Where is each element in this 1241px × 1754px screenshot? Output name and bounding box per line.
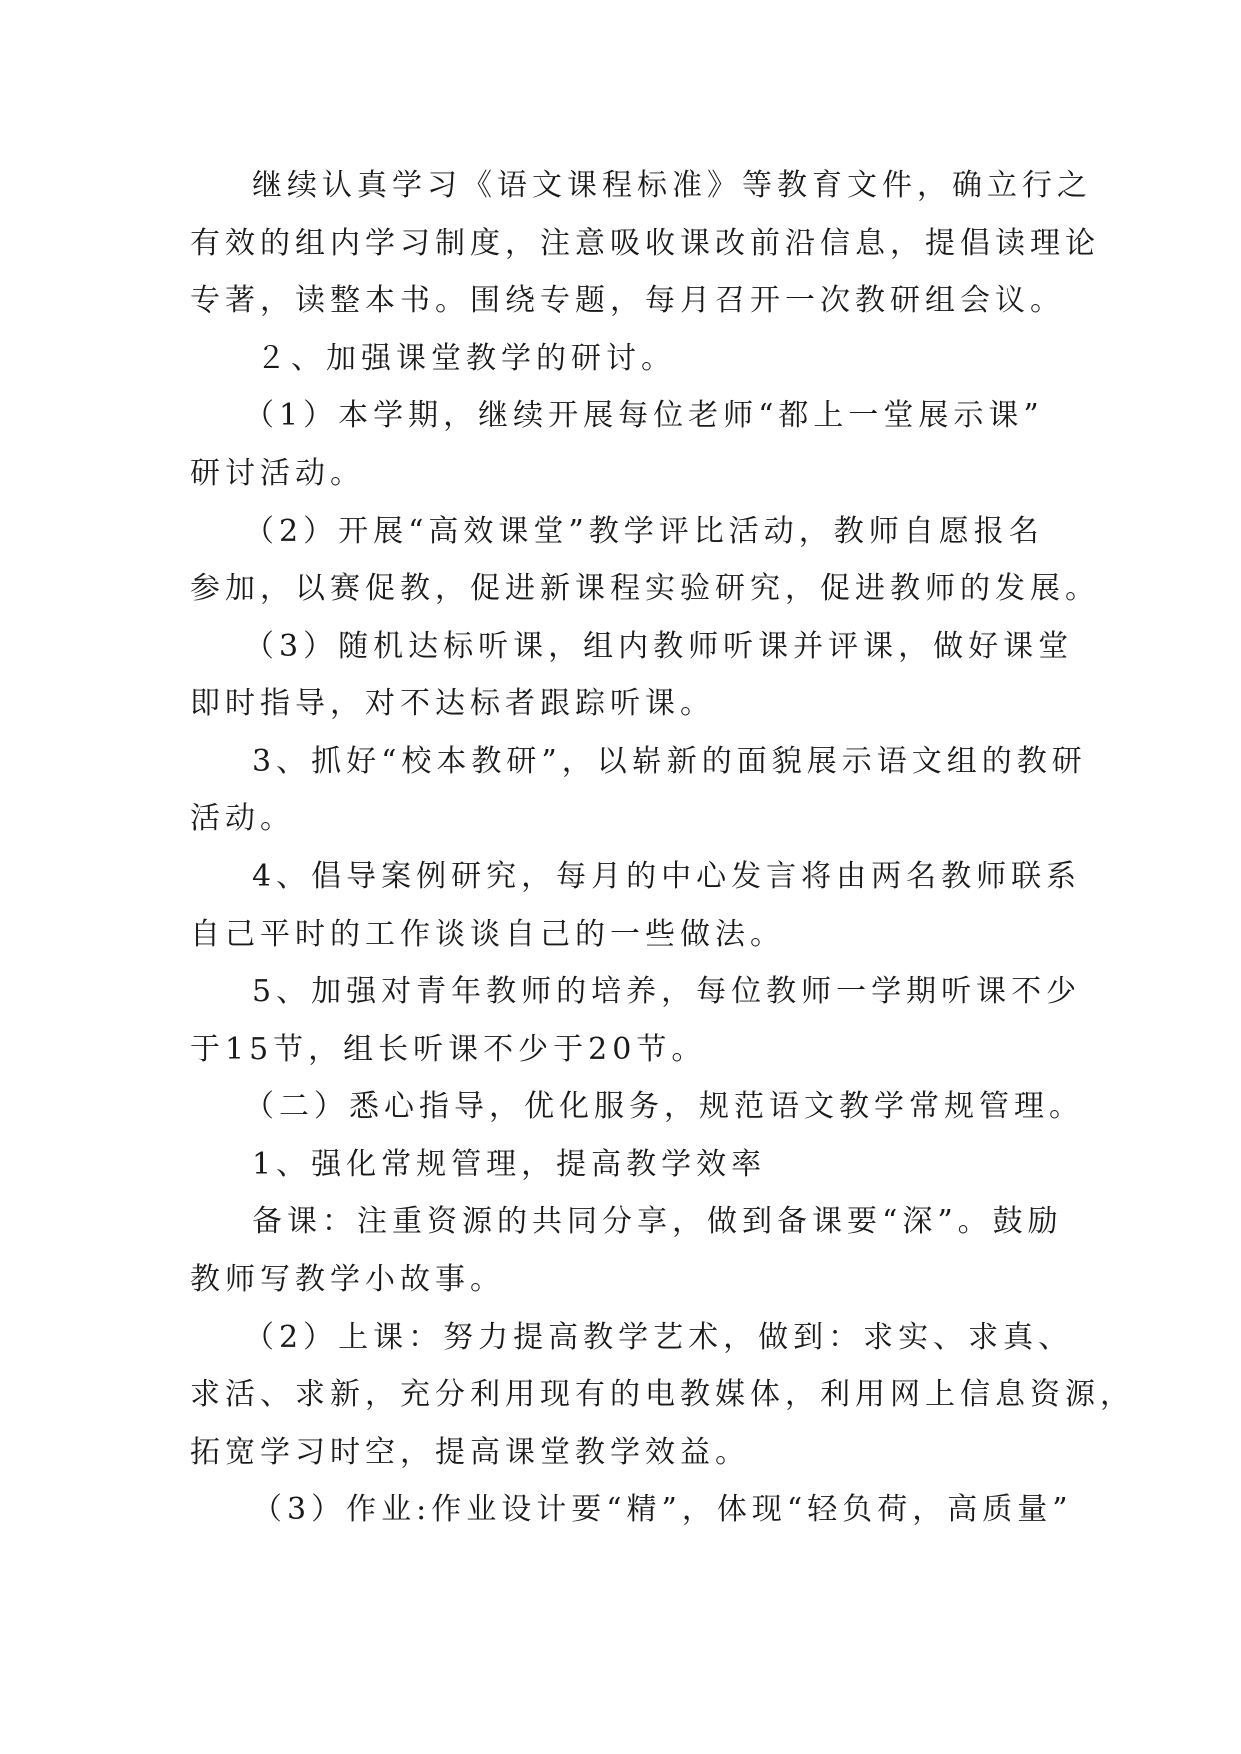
paragraph-line: 3、抓好“校本教研”，以崭新的面貌展示语文组的教研 [252,744,1087,779]
paragraph-line: 自己平时的工作谈谈自己的一些做法。 [190,917,785,952]
paragraph-line: （2）开展“高效课堂”教学评比活动，教师自愿报名 [244,514,1044,549]
paragraph-line: （2）上课：努力提高教学艺术，做到：求实、求真、 [244,1320,1074,1355]
paragraph-line: 求活、求新，充分利用现有的电教媒体，利用网上信息资源， [190,1377,1135,1412]
paragraph-line: 4、倡导案例研究，每月的中心发言将由两名教师联系 [252,859,1082,894]
paragraph-line: （1）本学期，继续开展每位老师“都上一堂展示课” [244,398,1044,433]
paragraph-line: 备课：注重资源的共同分享，做到备课要“深”。鼓励 [252,1204,1063,1239]
paragraph-line: 活动。 [190,801,295,836]
paragraph-line: 专著，读整本书。围绕专题，每月召开一次教研组会议。 [190,283,1065,318]
paragraph-line: 研讨活动。 [190,456,365,491]
paragraph-line: 拓宽学习时空，提高课堂教学效益。 [190,1435,750,1470]
paragraph-line: （3）作业:作业设计要“精”，体现“轻负荷，高质量” [252,1492,1073,1527]
paragraph-line: （二）悉心指导，优化服务，规范语文教学常规管理。 [244,1089,1084,1124]
paragraph-line: 参加，以赛促教，促进新课程实验研究，促进教师的发展。 [190,571,1100,606]
paragraph-line: 1、强化常规管理，提高教学效率 [252,1147,767,1182]
paragraph-line: 有效的组内学习制度，注意吸收课改前沿信息，提倡读理论 [190,226,1100,261]
paragraph-line: 于15节，组长听课不少于20节。 [190,1032,707,1067]
paragraph-line: 继续认真学习《语文课程标准》等教育文件，确立行之 [252,168,1092,203]
paragraph-line: 教师写教学小故事。 [190,1262,505,1297]
paragraph-line: （3）随机达标听课，组内教师听课并评课，做好课堂 [244,629,1074,664]
paragraph-line: ２、加强课堂教学的研讨。 [256,341,676,376]
paragraph-line: 5、加强对青年教师的培养，每位教师一学期听课不少 [252,974,1082,1009]
paragraph-line: 即时指导，对不达标者跟踪听课。 [190,686,715,721]
